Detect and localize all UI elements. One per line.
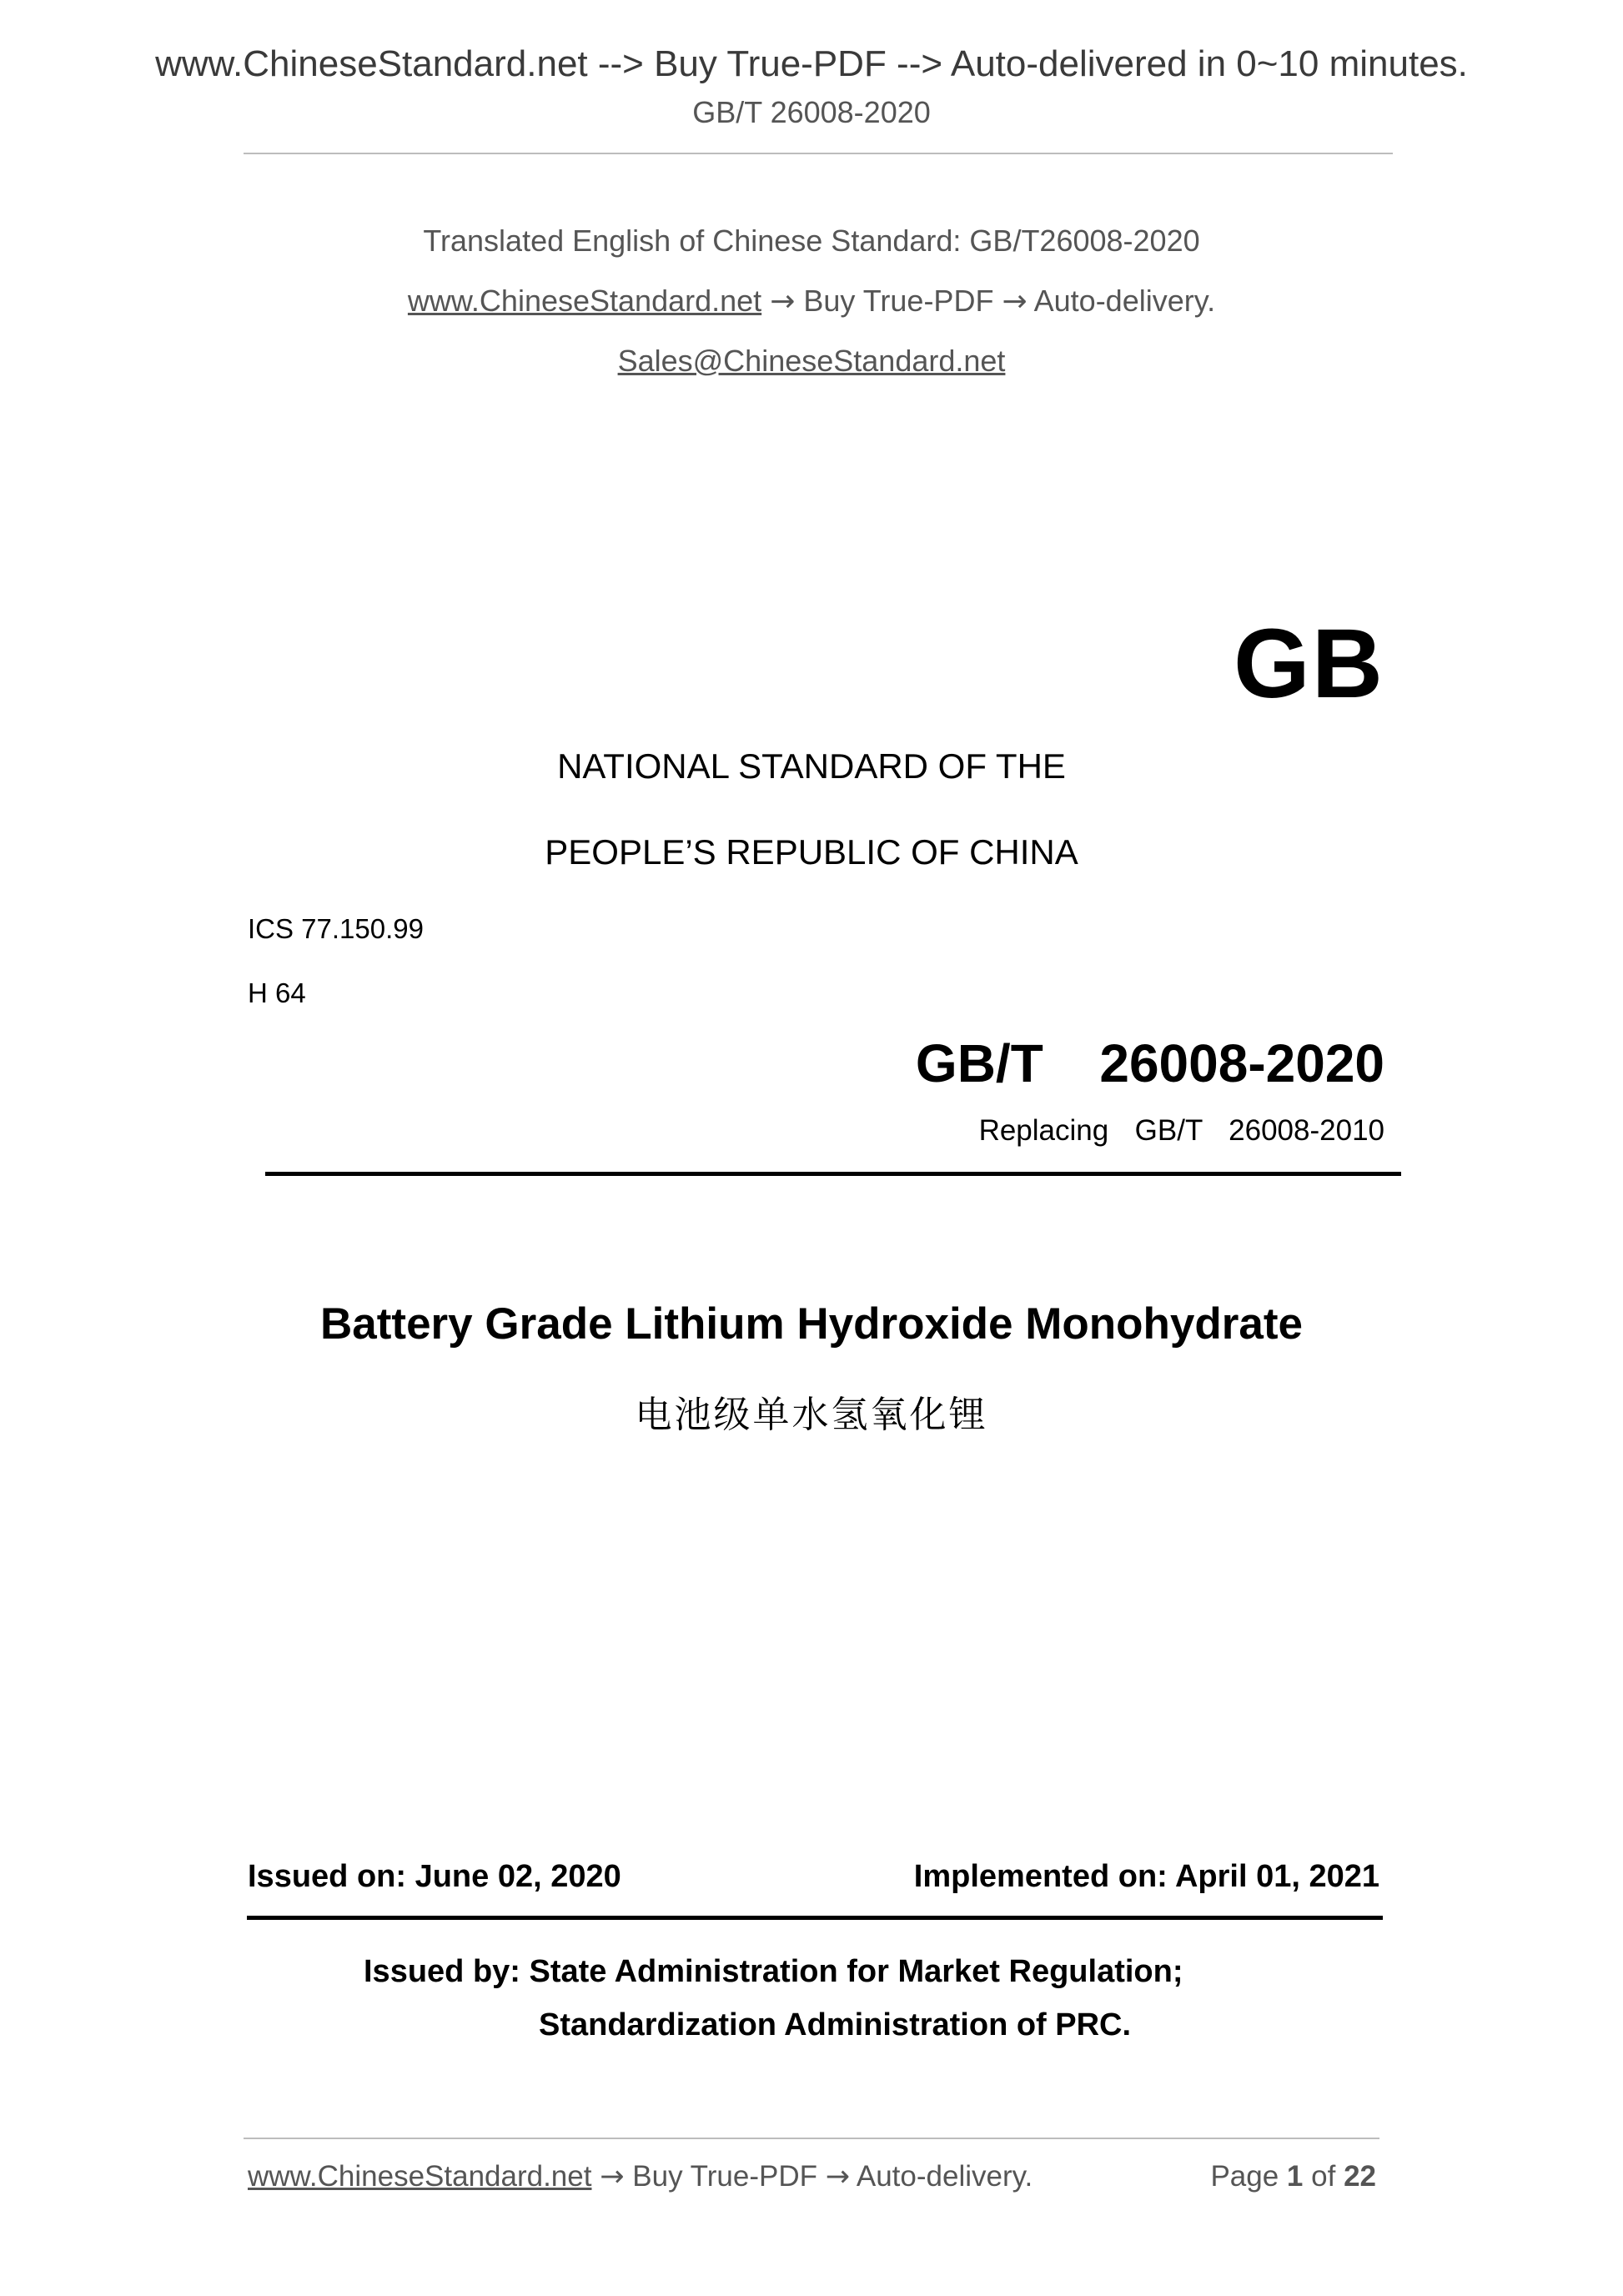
issued-on-date: Issued on: June 02, 2020 <box>248 1859 621 1894</box>
footer-links <box>248 2160 1033 2193</box>
document-title-chinese: 电池级单水氢氧化锂 <box>635 1394 988 1436</box>
site-link[interactable]: www.ChineseStandard.net <box>407 284 762 318</box>
footer-divider <box>244 2138 1379 2139</box>
ics-code: ICS 77.150.99 <box>248 913 424 944</box>
header-promo-line: www.ChineseStandard.net --> Buy True-PDF --> Auto-delivered in 0~10 minutes. <box>155 43 1468 84</box>
arrow-right-icon: → <box>770 284 796 319</box>
national-standard-line2: PEOPLE’S REPUBLIC OF CHINA <box>545 832 1078 872</box>
auto-delivery-text: Auto-delivery. <box>1033 284 1216 318</box>
page-label: Page <box>1210 2160 1279 2193</box>
header-divider <box>244 153 1393 154</box>
issued-by-line1: Issued by: State Administration for Market Regulation; <box>364 1954 1183 1989</box>
page-number: 1 <box>1286 2160 1304 2193</box>
header-standard-number: GB/T 26008-2020 <box>692 95 931 129</box>
standard-number: GB/T 26008-2020 <box>915 1033 1384 1093</box>
issued-by-line2: Standardization Administration of PRC. <box>539 2007 1132 2042</box>
of-label: of <box>1311 2160 1336 2193</box>
translation-links-line <box>0 284 1623 319</box>
arrow-right-icon: → <box>1002 284 1028 319</box>
footer-buy-text: Buy True-PDF <box>632 2160 817 2193</box>
national-standard-line1: NATIONAL STANDARD OF THE <box>557 746 1066 786</box>
implemented-on-date: Implemented on: April 01, 2021 <box>913 1859 1379 1894</box>
sales-email-link[interactable]: Sales@ChineseStandard.net <box>617 344 1006 378</box>
document-title-english: Battery Grade Lithium Hydroxide Monohydrate <box>320 1299 1303 1349</box>
arrow-right-icon: → <box>825 2160 851 2193</box>
footer-delivery-text: Auto-delivery. <box>856 2160 1033 2193</box>
sales-email-line <box>0 344 1623 379</box>
footer-site-link[interactable]: www.ChineseStandard.net <box>248 2160 592 2193</box>
gb-mark: GB <box>1234 609 1384 719</box>
dates-divider <box>247 1916 1383 1920</box>
page-indicator <box>1210 2160 1376 2193</box>
translation-notice: Translated English of Chinese Standard: GB/T26008-2020 <box>423 224 1200 258</box>
buy-true-pdf-text: Buy True-PDF <box>803 284 994 318</box>
arrow-right-icon: → <box>600 2160 625 2193</box>
page-total: 22 <box>1344 2160 1376 2193</box>
ccs-code: H 64 <box>248 977 306 1008</box>
replacing-standard: Replacing GB/T 26008-2010 <box>978 1114 1384 1147</box>
title-divider <box>265 1172 1401 1176</box>
